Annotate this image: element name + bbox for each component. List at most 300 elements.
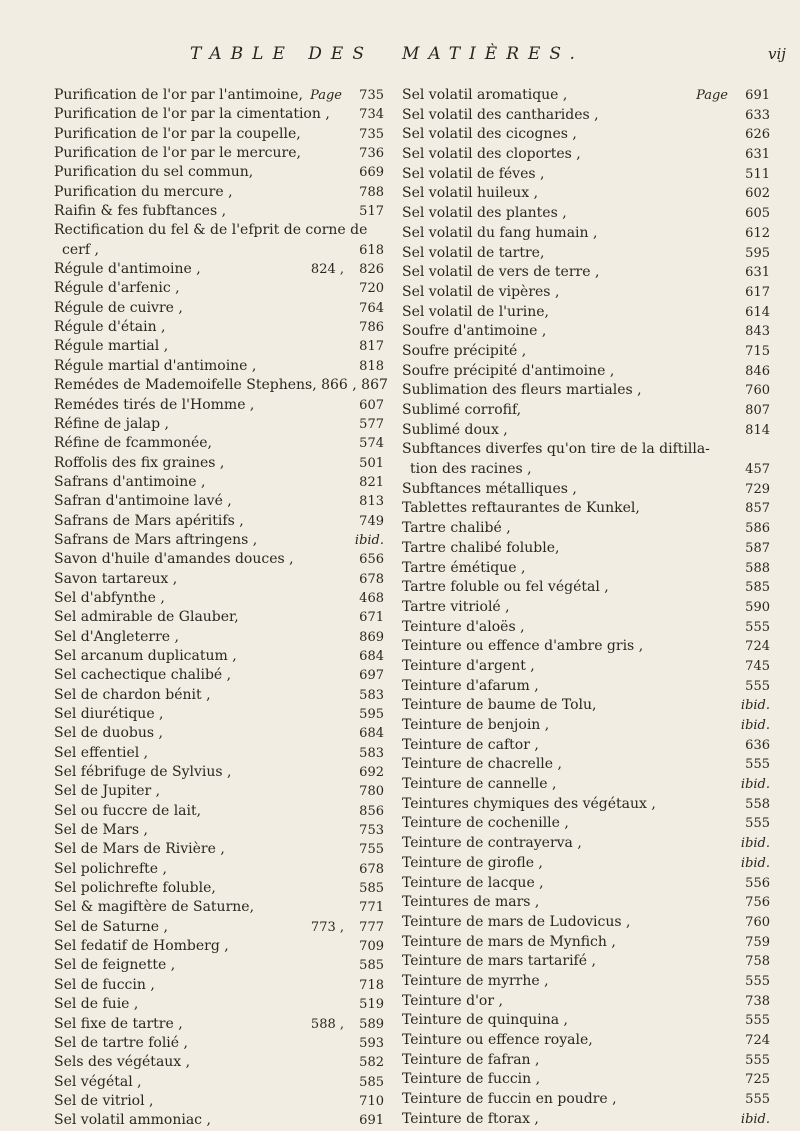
index-entry — [54, 647, 384, 666]
entry-page: 595 — [745, 245, 770, 261]
entry-page: ibid. — [740, 777, 770, 793]
entry-page: 457 — [745, 462, 770, 478]
index-entry — [54, 879, 384, 898]
entry-page: ibid. — [354, 532, 384, 548]
entry-page: 735 — [359, 126, 384, 142]
entry-text: Sel de duobus , — [54, 725, 163, 742]
index-entry — [54, 937, 384, 956]
entry-page: 821 — [359, 474, 384, 490]
entry-text: Teinture de mars de Ludovicus , — [402, 913, 631, 930]
index-entry — [54, 918, 384, 937]
entry-text: Sublimation des fleurs martiales , — [402, 382, 642, 399]
index-entry — [402, 1031, 770, 1051]
index-entry — [402, 1051, 770, 1071]
index-entry — [54, 782, 384, 801]
entry-text: Safrans de Mars aftringens , — [54, 531, 258, 548]
entry-page: 605 — [745, 206, 770, 222]
index-entry — [54, 357, 384, 376]
entry-text: Sel volatil huileux , — [402, 185, 539, 202]
entry-page: 738 — [745, 993, 770, 1009]
entry-text: Sel fedatif de Homberg , — [54, 938, 229, 955]
entry-page: 555 — [745, 757, 770, 773]
entry-text: Subftances métalliques , — [402, 480, 577, 497]
entry-page: 501 — [359, 455, 384, 471]
entry-text: Sel volatil des plantes , — [402, 205, 567, 222]
entry-text: Réfine de jalap , — [54, 415, 169, 432]
index-entry — [402, 933, 770, 953]
index-entry — [54, 396, 384, 415]
entry-page: 633 — [745, 107, 770, 123]
entry-page: 818 — [359, 358, 384, 374]
entry-text: Purification de l'or par l'antimoine, — [54, 87, 303, 103]
index-entry — [402, 519, 770, 539]
entry-text: Teinture ou effence d'ambre gris , — [402, 638, 644, 655]
entry-text: Sel de chardon bénit , — [54, 686, 211, 703]
entry-text: Sel ou fuccre de lait, — [54, 802, 202, 819]
index-entry — [402, 224, 770, 244]
entry-page: 807 — [745, 403, 770, 418]
entry-text: Purification du mercure , — [54, 183, 233, 200]
entry-text: Sel volatil des cantharides , — [402, 106, 599, 123]
entry-page: 817 — [359, 339, 384, 355]
entry-text: Sel d'abfynthe , — [54, 589, 165, 606]
entry-page: 725 — [745, 1072, 770, 1088]
entry-page: 729 — [745, 481, 770, 497]
index-entry — [54, 666, 384, 685]
entry-page: 589 — [359, 1016, 384, 1032]
running-title-right: MATIÈRES. — [402, 44, 584, 64]
entry-page: 587 — [745, 540, 770, 556]
entry-text: Safrans de Mars apéritifs , — [54, 512, 244, 529]
index-entry — [54, 1034, 384, 1053]
index-entry — [402, 913, 770, 933]
entry-page: 582 — [359, 1055, 384, 1071]
index-entry — [54, 221, 384, 240]
index-entry — [402, 86, 770, 106]
entry-page: 724 — [745, 639, 770, 655]
index-entry — [402, 440, 770, 460]
entry-page: 718 — [359, 977, 384, 993]
index-entry — [402, 618, 770, 638]
index-entry — [402, 1070, 770, 1090]
index-entry — [54, 318, 384, 337]
index-entry — [402, 499, 770, 519]
entry-page: ibid. — [740, 718, 770, 733]
index-entry — [54, 492, 384, 511]
entry-page: 631 — [745, 147, 770, 163]
entry-page: 691 — [359, 1113, 384, 1129]
index-entry — [54, 860, 384, 879]
index-entry — [402, 578, 770, 598]
entry-page: 813 — [359, 494, 384, 510]
entry-text: Teinture de fuccin , — [402, 1071, 541, 1088]
index-entry — [402, 637, 770, 657]
index-entry — [54, 241, 384, 260]
entry-text: Remédes de Mademoifelle Stephens, 866 , 867 — [54, 377, 388, 394]
entry-text: Teinture de cannelle , — [402, 776, 557, 793]
index-entry — [54, 1073, 384, 1092]
index-entry — [402, 854, 770, 874]
index-entry — [402, 362, 770, 382]
entry-text: Sublimé corrofif, — [402, 402, 522, 418]
index-entry — [54, 279, 384, 298]
entry-text: Sel de fuie , — [54, 996, 139, 1013]
entry-page: 656 — [359, 552, 384, 568]
entry-page: 758 — [745, 954, 770, 970]
entry-text: Sels des végétaux , — [54, 1054, 191, 1071]
entry-text: Tartre émétique , — [402, 559, 526, 576]
entry-page: 736 — [359, 146, 384, 162]
entry-text: Raifin & fes fubftances , — [54, 203, 227, 220]
entry-page: 669 — [359, 165, 384, 181]
entry-page: 556 — [745, 875, 770, 891]
index-entry — [402, 775, 770, 795]
index-entry — [402, 421, 770, 441]
entry-page: 555 — [745, 1013, 770, 1029]
entry-text: Teinture de myrrhe , — [402, 972, 549, 989]
entry-text: Teinture de contrayerva , — [402, 835, 582, 852]
entry-text: Régule de cuivre , — [54, 299, 183, 316]
index-entry — [54, 550, 384, 569]
entry-text: Teinture de caftor , — [402, 736, 539, 753]
index-entry — [54, 376, 388, 395]
entry-text: Sel de vitriol , — [54, 1092, 154, 1109]
entry-text: Teinture de quinquina , — [402, 1012, 568, 1029]
index-entry — [54, 763, 384, 782]
entry-page: 595 — [359, 707, 384, 722]
entry-text: Remédes tirés de l'Homme , — [54, 396, 255, 413]
entry-page: 857 — [745, 501, 770, 517]
index-entry — [402, 972, 770, 992]
page-prefix: Page — [696, 88, 728, 103]
index-entry — [54, 260, 384, 279]
index-column-left — [54, 86, 388, 1131]
entry-page: 749 — [359, 513, 384, 529]
entry-text: Sel de Jupiter , — [54, 783, 161, 800]
index-entry — [402, 303, 770, 323]
entry-text: Sel fébrifuge de Sylvius , — [54, 764, 232, 781]
entry-text: Teinture ou effence royale, — [402, 1032, 593, 1048]
entry-text: Soufre d'antimoine , — [402, 323, 547, 340]
entry-page: 786 — [359, 320, 384, 336]
entry-text: Sel arcanum duplicatum , — [54, 647, 237, 664]
entry-text: Sel volatil du fang humain , — [402, 224, 598, 241]
entry-page: 612 — [745, 225, 770, 241]
entry-text: Safran d'antimoine lavé , — [54, 493, 232, 510]
entry-page: 626 — [745, 127, 770, 143]
entry-page: 585 — [745, 580, 770, 596]
entry-text: Sel volatil aromatique , — [402, 87, 568, 103]
entry-page: 577 — [359, 416, 384, 432]
entry-text: Sel volatil de féves , — [402, 165, 545, 182]
entry-text: Régule d'étain , — [54, 319, 166, 336]
index-entry — [54, 434, 384, 453]
index-entry — [54, 995, 384, 1014]
index-entry — [54, 956, 384, 975]
index-entry — [402, 283, 770, 303]
entry-page: 826 — [359, 262, 384, 278]
entry-text: Sel cachectique chalibé , — [54, 667, 232, 684]
index-entry — [54, 454, 384, 473]
index-entry — [54, 570, 384, 589]
entry-text: Teinture de chacrelle , — [402, 756, 562, 773]
entry-page: 869 — [359, 629, 384, 645]
entry-page: 692 — [359, 765, 384, 781]
entry-text: Teinture d'afarum , — [402, 677, 539, 694]
entry-text: Sel d'Angleterre , — [54, 628, 179, 645]
index-entry — [54, 840, 384, 859]
index-entry — [402, 657, 770, 677]
index-entry — [402, 893, 770, 913]
entry-text: Teinture de mars tartarifé , — [402, 953, 596, 970]
entry-text: Tartre foluble ou fel végétal , — [402, 579, 609, 596]
entry-text: tion des racines , — [410, 461, 532, 478]
index-entry — [402, 598, 770, 618]
index-entry — [54, 686, 384, 705]
index-entry — [402, 460, 770, 480]
index-entry — [54, 705, 384, 724]
index-entry — [54, 976, 384, 995]
entry-text: Soufre précipité , — [402, 342, 527, 359]
index-entry — [402, 1011, 770, 1031]
index-entry — [54, 1092, 384, 1111]
index-entry — [402, 716, 770, 736]
entry-text: Sel de feignette , — [54, 957, 176, 974]
entry-text: Sel végétal , — [54, 1073, 142, 1090]
entry-page: 583 — [359, 745, 384, 761]
entry-text: Tartre vitriolé , — [402, 598, 510, 615]
entry-page: 614 — [745, 304, 770, 320]
entry-page: 511 — [745, 166, 770, 182]
index-entry — [402, 539, 770, 559]
entry-text: Sel admirable de Glauber, — [54, 609, 239, 626]
entry-text: Sel volatil des cloportes , — [402, 146, 581, 163]
index-entry — [54, 1053, 384, 1072]
entry-text: Teinture de ftorax , — [402, 1110, 539, 1127]
entry-page: 846 — [745, 363, 770, 379]
index-entry — [54, 898, 384, 917]
index-entry — [402, 244, 770, 264]
entry-page: 555 — [745, 1052, 770, 1068]
entry-page-extra: 588 , — [310, 1016, 344, 1032]
entry-text: Sel fixe de tartre , — [54, 1015, 183, 1032]
entry-text: Savon d'huile d'amandes douces , — [54, 551, 294, 568]
entry-page: 558 — [745, 796, 770, 812]
index-entry — [402, 814, 770, 834]
entry-text: Teinture de lacque , — [402, 874, 544, 891]
index-entry — [54, 299, 384, 318]
entry-page: 519 — [359, 997, 384, 1013]
entry-page: 555 — [745, 619, 770, 635]
index-entry — [54, 1015, 384, 1034]
entry-page: ibid. — [740, 855, 770, 871]
entry-text: Régule martial d'antimoine , — [54, 357, 257, 374]
entry-page: 555 — [745, 678, 770, 694]
entry-page: 843 — [745, 324, 770, 340]
index-entry — [54, 125, 384, 144]
index-entry — [54, 337, 384, 356]
entry-text: Régule martial , — [54, 338, 169, 355]
entry-page: 735 — [359, 88, 384, 103]
entry-page: 617 — [745, 284, 770, 300]
entry-text: Sel de Mars , — [54, 822, 148, 839]
entry-page: 764 — [359, 300, 384, 316]
entry-text: Purification du sel commun, — [54, 164, 254, 181]
running-title-left: TABLE DES — [190, 44, 373, 64]
entry-text: Safrans d'antimoine , — [54, 473, 206, 490]
entry-text: Soufre précipité d'antimoine , — [402, 362, 615, 379]
entry-page: 753 — [359, 823, 384, 839]
entry-text: Tartre chalibé , — [402, 520, 511, 537]
entry-page: 678 — [359, 861, 384, 877]
entry-text: Rectification du fel & de l'efprit de corne de — [54, 222, 368, 239]
entry-text: Sel effentiel , — [54, 744, 149, 761]
entry-page: 760 — [745, 914, 770, 930]
index-entry — [402, 834, 770, 854]
entry-text: Sel polichrefte foluble, — [54, 880, 216, 897]
entry-page: 631 — [745, 265, 770, 281]
entry-page: 585 — [359, 958, 384, 974]
entry-page: 636 — [745, 737, 770, 753]
index-entry — [54, 589, 384, 608]
entry-page: 814 — [745, 422, 770, 438]
entry-page: 788 — [359, 184, 384, 200]
entry-text: Tablettes reftaurantes de Kunkel, — [402, 500, 640, 517]
index-entry — [54, 512, 384, 531]
entry-page: 618 — [359, 242, 384, 258]
entry-page: ibid. — [740, 698, 770, 714]
entry-text: Savon tartareux , — [54, 570, 178, 587]
entry-page: 468 — [359, 590, 384, 606]
entry-page: 588 — [745, 560, 770, 576]
entry-text: Subftances diverfes qu'on tire de la diftilla- — [402, 441, 710, 458]
index-entry — [54, 744, 384, 763]
index-entry — [54, 1111, 384, 1130]
index-entry — [402, 480, 770, 500]
index-entry — [402, 696, 770, 716]
index-entry — [54, 202, 384, 221]
entry-text: Régule d'antimoine , — [54, 261, 201, 278]
entry-text: Régule d'arfenic , — [54, 280, 180, 297]
index-entry — [402, 1090, 770, 1110]
index-entry — [402, 1110, 770, 1130]
index-entry — [54, 608, 384, 627]
index-entry — [54, 724, 384, 743]
entry-page: 856 — [359, 803, 384, 819]
entry-page: 734 — [359, 107, 384, 123]
entry-page: 710 — [359, 1093, 384, 1109]
entry-page: 607 — [359, 397, 384, 413]
index-entry — [54, 531, 384, 550]
entry-text: Teinture de mars de Mynfich , — [402, 933, 616, 950]
entry-text: Sel de Saturne , — [54, 918, 168, 935]
entry-page: 777 — [359, 919, 384, 935]
entry-page: 585 — [359, 881, 384, 897]
index-entry — [402, 952, 770, 972]
entry-text: Purification de l'or par la cimentation , — [54, 106, 330, 123]
entry-page: 697 — [359, 668, 384, 684]
entry-text: Teinture de fuccin en poudre , — [402, 1091, 617, 1108]
entry-text: Sel de fuccin , — [54, 976, 155, 993]
entry-page: 590 — [745, 599, 770, 615]
entry-page: 720 — [359, 281, 384, 297]
index-entry — [54, 144, 384, 163]
entry-page: 517 — [359, 204, 384, 220]
index-entry — [402, 381, 770, 401]
entry-page: 555 — [745, 1092, 770, 1108]
entry-page: 585 — [359, 1074, 384, 1090]
entry-text: Teinture de cochenille , — [402, 815, 569, 832]
entry-page: ibid. — [740, 1111, 770, 1127]
entry-page: 555 — [745, 973, 770, 989]
index-entry — [54, 183, 384, 202]
index-entry — [402, 125, 770, 145]
entry-page: 755 — [359, 842, 384, 858]
entry-text: Purification de l'or par la coupelle, — [54, 125, 301, 142]
entry-page: 684 — [359, 726, 384, 742]
index-entry — [402, 559, 770, 579]
entry-page: 691 — [745, 88, 770, 103]
entry-page: ibid. — [740, 836, 770, 852]
entry-text: Sel polichrefte , — [54, 860, 167, 877]
index-entry — [402, 263, 770, 283]
index-entry — [54, 473, 384, 492]
entry-page: 745 — [745, 658, 770, 674]
index-entry — [402, 736, 770, 756]
index-column-right — [402, 86, 770, 1129]
entry-text: Tartre chalibé foluble, — [402, 539, 560, 556]
entry-page-extra: 773 , — [310, 919, 344, 935]
entry-page: 715 — [745, 343, 770, 359]
index-entry — [402, 184, 770, 204]
entry-text: cerf , — [62, 241, 99, 258]
index-entry — [54, 821, 384, 840]
entry-text: Teinture de girofle , — [402, 854, 543, 871]
index-entry — [402, 322, 770, 342]
entry-text: Sel de tartre folié , — [54, 1034, 188, 1051]
entry-text: Sel & magiftère de Saturne, — [54, 899, 255, 916]
entry-text: Purification de l'or par le mercure, — [54, 145, 301, 162]
entry-page: 602 — [745, 186, 770, 202]
entry-page-extra: 824 , — [310, 262, 344, 278]
index-entry — [402, 992, 770, 1012]
entry-page: 780 — [359, 784, 384, 800]
entry-page: 684 — [359, 648, 384, 664]
entry-text: Teintures de mars , — [402, 894, 540, 911]
entry-page: 771 — [359, 900, 384, 916]
entry-page: 671 — [359, 610, 384, 626]
index-entry — [402, 874, 770, 894]
index-entry — [402, 342, 770, 362]
entry-text: Teinture de baume de Tolu, — [402, 697, 597, 714]
page-header — [0, 44, 800, 74]
entry-page: 759 — [745, 934, 770, 950]
entry-text: Teinture de fafran , — [402, 1051, 540, 1068]
index-entry — [54, 163, 384, 182]
entry-text: Teinture d'argent , — [402, 657, 535, 674]
index-entry — [54, 802, 384, 821]
index-entry — [54, 105, 384, 124]
entry-text: Sel diurétique , — [54, 706, 164, 722]
index-entry — [54, 415, 384, 434]
index-entry — [402, 795, 770, 815]
index-entry — [54, 628, 384, 647]
index-entry — [54, 86, 384, 105]
entry-page: 678 — [359, 571, 384, 587]
entry-page: 724 — [745, 1033, 770, 1048]
entry-text: Teintures chymiques des végétaux , — [402, 795, 656, 812]
entry-page: 574 — [359, 436, 384, 452]
